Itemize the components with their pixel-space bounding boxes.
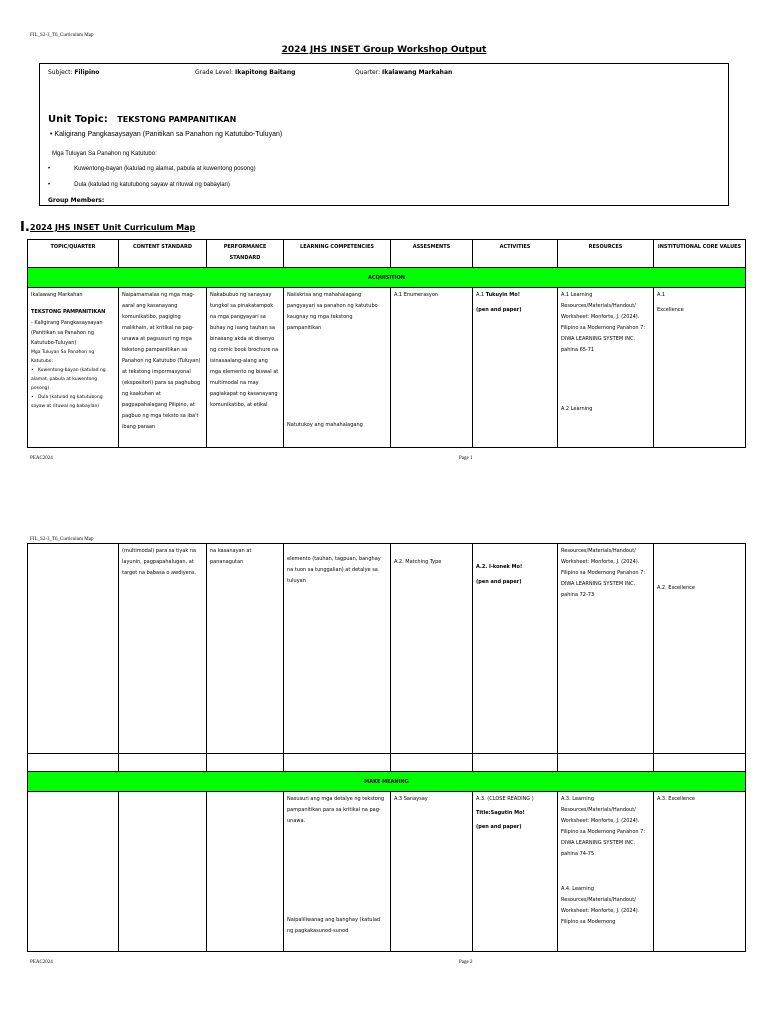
unit-topic: Unit Topic: TEKSTONG PAMPANITIKAN [48, 114, 237, 125]
col-competencies: LEARNING COMPETENCIES [284, 240, 391, 268]
competencies-cell-p2: elemento (tauhan, tagpuan, banghay na tuon sa tunggalian) at detalye sa tuluyan [284, 544, 391, 754]
footer-right-page1: Page 1 [459, 456, 473, 461]
col-topic: TOPIC/QUARTER [28, 240, 119, 268]
subject-field: Subject: Filipino [48, 69, 100, 76]
core-values-cell-mm: A.3. Excellence [654, 792, 746, 952]
assessment-cell: A.1 Enumerasyon [391, 288, 473, 448]
group-members-label: Group Members: [48, 197, 105, 204]
quarter-field: Quarter: Ikalawang Markahan [355, 69, 453, 76]
performance-standard-cell: Nakabubuo ng sanaysay tungkol sa pinakatampok na mga pangyayari sa buhay ng isang tauhan sa binasang akda at disenyo ng comic book brochure na isinasaalang-alang ang mga elemento ng biswal at multimodal na may pagiakapat ng kasanayang komunikatibo, at etikal [207, 288, 284, 448]
competencies-cell: Naiiskrisa ang mahahalagang pangyayari sa panahon ng katutubo kaugnay ng mga tekstong pampanitikan Natutukoy ang mahahalagang [284, 288, 391, 448]
resources-cell: A.1 Learning Resources/Materials/Handout/ Worksheet: Monforte, J. (2024). Filipino sa Modernong Panahon 7: DIWA LEARNING SYSTEM INC. pahina 65-71 A.2 Learning [558, 288, 654, 448]
footer-right-page2: Page 2 [459, 960, 473, 965]
make-meaning-banner: MAKE MEANING [28, 772, 746, 792]
curriculum-table-page1 [27, 239, 746, 448]
topic-cell-mm [28, 792, 119, 952]
header-box [39, 63, 729, 206]
section-title: 2024 JHS INSET Unit Curriculum Map [30, 223, 196, 232]
footer-left-page1: PEAC2024 [30, 456, 53, 461]
unit-sub: Mga Tuluyan Sa Panahon ng Katutubo: [52, 151, 157, 157]
doc-id: FIL_S2-3_T6_Curriculum Map [30, 33, 94, 38]
topic-cell: Ikalawang Markahan TEKSTONG PAMPANITIKAN - Kaligirang Pangkasaysayan (Panitikan sa Panahon ng Katutubo-Tuluyan) Mga Tuluyan Sa Panahon ng Katutubo: • Kuwentong-bayan (katulad ng alamat, pabula at kuwentong posong) • Dula (katulad ng katutubong sayaw at rituwal ng babaylan) [28, 288, 119, 448]
grade-field: Grade Level: Ikapitong Baitang [195, 69, 296, 76]
competencies-cell-mm: Nasusuri ang mga detalye ng tekstong pampanitikan para sa kritikal na pag-unawa. Naipaliliwanag ang banghay (katulad ng pagkakasunod-sunod [284, 792, 391, 952]
main-title: 2024 JHS INSET Group Workshop Output [281, 45, 487, 55]
core-values-cell: A.1 Excellence [654, 288, 746, 448]
content-standard-cell-p2: (multimodal) para sa tiyak na layunin, pagpapahalugan, at target na babasa o awdiyens. [119, 544, 207, 754]
performance-standard-cell-mm [207, 792, 284, 952]
topic-cell-p2 [28, 544, 119, 754]
col-activities: ACTIVITIES [473, 240, 558, 268]
col-resources: RESOURCES [558, 240, 654, 268]
col-performance: PERFORMANCE STANDARD [207, 240, 284, 268]
activity-cell-mm: A.3. (CLOSE READING ) Title:Sagutin Mo! (pen and paper) [473, 792, 558, 952]
doc-id-page2: FIL_S2-3_T6_Curriculum Map [30, 537, 94, 542]
content-standard-cell: Naipamamalas ng mga mag-aaral ang kasanayang komunikatibo, pagiging malikhain, at kritikal na pag-unawa at pagsusuri ng mga tekstong pampanitikan sa Panahon ng Katutubo (Tuluyan) at tekstong impormasyonal (ekspositori) para sa paghubog ng kaakuhan at pagpapahalagang Pilipino, at pagbuo ng mga teksto sa iba't ibang paraan [119, 288, 207, 448]
section-number: I. [20, 220, 30, 235]
acquisition-banner: ACQUISITION [28, 268, 746, 288]
content-standard-cell-mm [119, 792, 207, 952]
unit-item-1: • Kuwentong-bayan (katulad ng alamat, pabula at kuwentong posong) [48, 166, 256, 172]
performance-standard-cell-p2: na kasanayan at pananagutan [207, 544, 284, 754]
activity-cell: A.1 Tukuyin Mo! (pen and paper) [473, 288, 558, 448]
col-content: CONTENT STANDARD [119, 240, 207, 268]
unit-bullet: • Kaligirang Pangkasaysayan (Panitikan sa Panahon ng Katutubo-Tuluyan) [50, 131, 283, 138]
assessment-cell-mm: A.3 Sanaysay [391, 792, 473, 952]
core-values-cell-p2: A.2. Excellence [654, 544, 746, 754]
col-assessments: ASSESMENTS [391, 240, 473, 268]
footer-left-page2: PEAC2024 [30, 960, 53, 965]
unit-item-2: • Dula (katulad ng katutubong sayaw at rituwal ng babaylan) [48, 182, 230, 188]
assessment-cell-p2: A.2. Matching Type [391, 544, 473, 754]
col-core-values: INSTITUTIONAL CORE VALUES [654, 240, 746, 268]
activity-cell-p2: A.2. I-konek Mo! (pen and paper) [473, 544, 558, 754]
resources-cell-p2: Resources/Materials/Handout/ Worksheet: Monforte, J. (2024). Filipino sa Modernong Panahon 7: DIWA LEARNING SYSTEM INC. pahina 72-73 [558, 544, 654, 754]
curriculum-table-page2 [27, 543, 746, 952]
resources-cell-mm: A.3. Learning Resources/Materials/Handout/ Worksheet: Monforte, J. (2024). Filipino sa Modernong Panahon 7: DIWA LEARNING SYSTEM INC. pahina 74-75 A.4. Learning Resources/Materials/Handout/ Worksheet: Monforte, J. (2024). Filipino sa Modernong [558, 792, 654, 952]
